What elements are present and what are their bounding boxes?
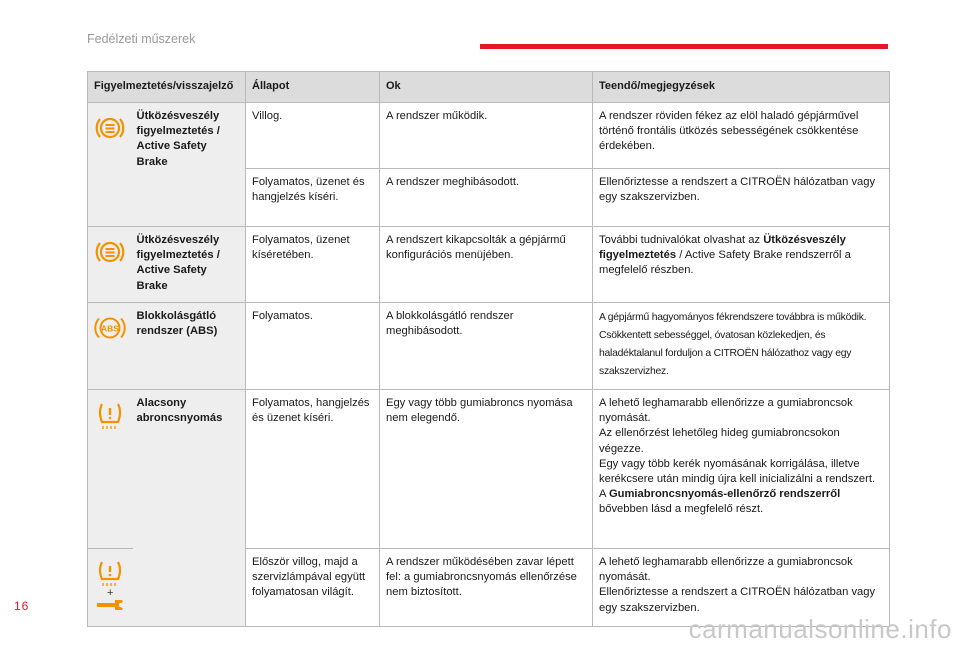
header-action: Teendő/megjegyzések (593, 72, 890, 103)
state-cell: Folyamatos. (246, 303, 380, 390)
cause-cell: A rendszer működik. (380, 103, 593, 169)
state-cell: Folyamatos, hangjelzés és üzenet kíséri. (246, 390, 380, 549)
warning-lamps-table (87, 71, 890, 627)
action-text: További tudnivalókat olvashat az (599, 234, 764, 246)
cause-cell: A blokkolásgátló rendszer meghibásodott. (380, 303, 593, 390)
cause-cell: Egy vagy több gumiabroncs nyomása nem elegendő. (380, 390, 593, 549)
icon-cell (88, 390, 133, 549)
icon-cell (88, 549, 133, 627)
header-state: Állapot (246, 72, 380, 103)
state-cell: Villog. (246, 103, 380, 169)
page-number: 16 (14, 599, 30, 613)
table-row (88, 303, 890, 390)
cause-cell: A rendszer meghibásodott. (380, 169, 593, 227)
cross-reference: Gumiabroncsnyomás-ellenőrző rendszerről (608, 488, 841, 501)
tyre-pressure-icon (95, 400, 125, 432)
action-line: A Gumiabroncsnyomás-ellenőrző rendszerről bővebben lásd a megfelelő részt. (599, 488, 841, 516)
icon-cell (88, 227, 133, 303)
table-header-row (88, 72, 890, 103)
lamp-name: Alacsony abroncsnyomás (133, 390, 246, 627)
table-row (88, 390, 890, 549)
lamp-name: Blokkolásgátló rendszer (ABS) (133, 303, 246, 390)
section-title: Fedélzeti műszerek (87, 32, 196, 46)
icon-cell (88, 103, 133, 227)
action-cell (593, 390, 890, 549)
action-cell: A gépjármű hagyományos fékrendszere továbbra is működik. Csökkentett sebességgel, óvatosan közlekedjen, és haladéktalanul forduljon a CITROËN hálózathoz vagy egy szakszervizhez. (593, 303, 890, 390)
state-cell: Először villog, majd a szervizlámpával együtt folyamatosan világít. (246, 549, 380, 627)
action-text: / Active Safety Brake rendszerről a megfelelő részben. (599, 249, 851, 277)
tyre-pressure-icon (95, 559, 125, 589)
header-accent-bar (480, 44, 888, 49)
watermark: carmanualsonline.info (688, 614, 952, 644)
state-cell: Folyamatos, üzenet kíséretében. (246, 227, 380, 303)
header-warning-lamp: Figyelmeztetés/visszajelző (88, 72, 246, 103)
action-line: A lehető leghamarabb ellenőrizze a gumiabroncsok nyomását. (599, 397, 853, 425)
header-cause: Ok (380, 72, 593, 103)
cause-cell: A rendszert kikapcsolták a gépjármű konfigurációs menüjében. (380, 227, 593, 303)
cause-cell: A rendszer működésében zavar lépett fel: a gumiabroncsnyomás ellenőrzése nem biztosított. (380, 549, 593, 627)
plus-sign: + (107, 587, 114, 599)
collision-warning-icon (95, 113, 125, 143)
wrench-icon (95, 598, 125, 612)
action-cell (593, 227, 890, 303)
action-line: Egy vagy több kerék nyomásának korrigálása, illetve kerékcsere után mindig újra kell inicializálni a rendszert. (599, 457, 876, 486)
state-cell: Folyamatos, üzenet és hangjelzés kíséri. (246, 169, 380, 227)
table-row (88, 227, 890, 303)
cross-reference: Ütközésveszély figyelmeztetés (599, 234, 846, 262)
table-row (88, 103, 890, 169)
action-cell: A rendszer röviden fékez az elöl haladó gépjárművel történő frontális ütközés sebességének csökkentése érdekében. (593, 103, 890, 169)
action-line: A lehető leghamarabb ellenőrizze a gumiabroncsok nyomását. (599, 556, 853, 584)
collision-warning-icon (95, 237, 125, 267)
action-cell: Ellenőriztesse a rendszert a CITROËN hálózatban vagy egy szakszervizben. (593, 169, 890, 227)
abs-label: ABS (101, 323, 120, 334)
action-line: Az ellenőrzést lehetőleg hideg gumiabroncsokon végezze. (599, 427, 840, 455)
lamp-name: Ütközésveszély figyelmeztetés / Active Safety Brake (133, 227, 246, 303)
action-line: Ellenőriztesse a rendszert a CITROËN hálózatban vagy egy szakszervizben. (599, 586, 876, 614)
lamp-name: Ütközésveszély figyelmeztetés / Active Safety Brake (133, 103, 246, 227)
icon-cell (88, 303, 133, 390)
abs-icon (94, 313, 126, 343)
